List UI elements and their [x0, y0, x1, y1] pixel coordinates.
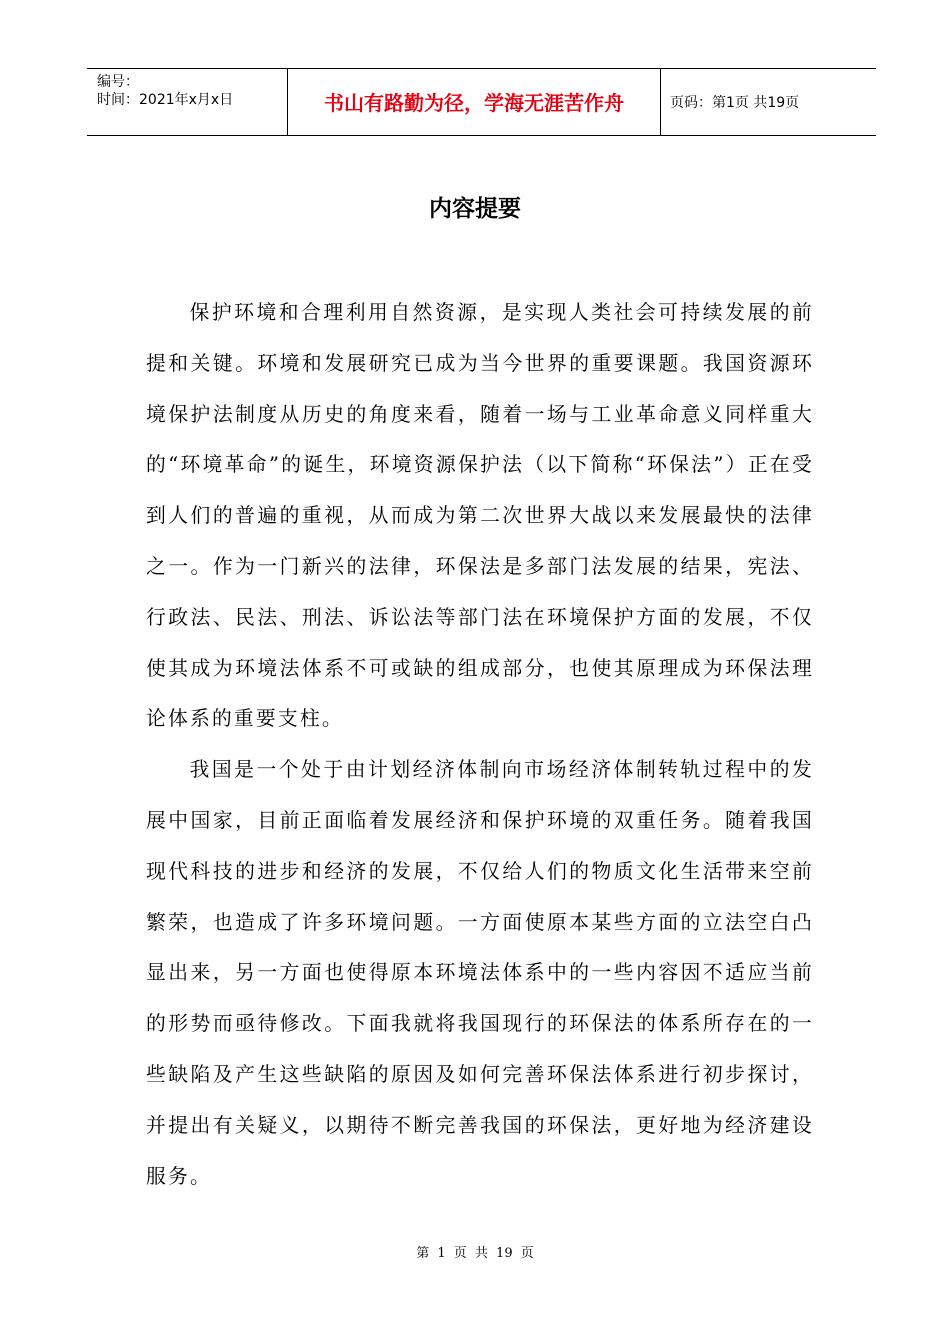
document-title: 内容提要	[429, 196, 521, 222]
page-header	[87, 68, 876, 136]
time-label: 时间：2021年x月x日	[97, 92, 234, 108]
paragraph-1: 保护环境和合理利用自然资源，是实现人类社会可持续发展的前提和关键。环境和发展研究已成为当今世界的重要课题。我国资源环境保护法制度从历史的角度来看，随着一场与工业革命意义同样重大的“环境革命”的诞生，环境资源保护法（以下简称“环保法”）正在受到人们的普遍的重视，从而成为第二次世界大战以来发展最快的法律之一。作为一门新兴的法律，环保法是多部门法发展的结果，宪法、行政法、民法、刑法、诉讼法等部门法在环境保护方面的发展，不仅使其成为环境法体系不可或缺的组成部分，也使其原理成为环保法理论体系的重要支柱。	[146, 301, 814, 731]
paragraph-2: 我国是一个处于由计划经济体制向市场经济体制转轨过程中的发展中国家，目前正面临着发展经济和保护环境的双重任务。随着我国现代科技的进步和经济的发展，不仅给人们的物质文化生活带来空前繁荣，也造成了许多环境问题。一方面使原本某些方面的立法空白凸显出来，另一方面也使得原本环境法体系中的一些内容因不适应当前的形势而亟待修改。下面我就将我国现行的环保法的体系所存在的一些缺陷及产生这些缺陷的原因及如何完善环保法体系进行初步探讨，并提出有关疑义，以期待不断完善我国的环保法，更好地为经济建设服务。	[146, 758, 814, 1188]
header-meta	[97, 73, 233, 109]
header-divider-right	[660, 69, 661, 135]
document-body	[146, 288, 814, 1202]
header-motto: 书山有路勤为径，学海无涯苦作舟	[324, 91, 624, 115]
serial-label: 编号：	[97, 74, 139, 90]
page-footer: 第 1 页 共 19 页	[416, 1246, 534, 1261]
header-page-info: 页码：第1页 共19页	[670, 95, 800, 111]
